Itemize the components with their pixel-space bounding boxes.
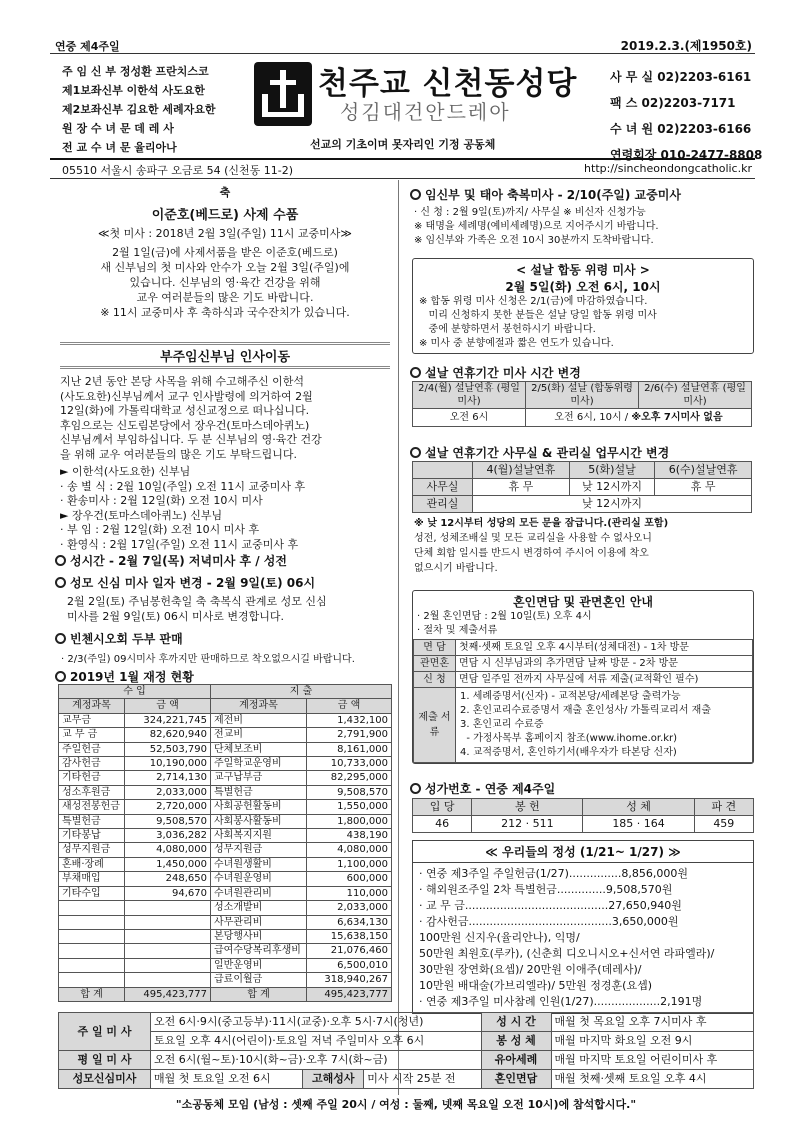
holiday-mass-heading: 설날 연휴기간 미사 시간 변경 [410,364,581,381]
contact-list [610,64,762,168]
transfer-section: 부주임신부님 인사이동 지난 2년 동안 본당 사목을 위해 수고해주신 이한석 (사도요한)신부님께서 교구 인사발령에 의거하여 2월 12일(화)에 가톨릭대학교 성신교정으로 떠나십니다. 후임으로는 신도림본당에서 장우건(토마스데아퀴노) 신부님께서 부임하십니다. 두 분 신부님의 영·육간 건강 을 위해 교우 여러분들의 많은 기도 부탁드립니다. ► 이한석(사도요한) 신부님 · 송 별 식 : 2월 10일(주일) 오전 11시 교중미사 후 · 환송미사 : 2월 12일(화) 오전 10시 미사 ► 장우건(토마스데아퀴노) 신부님 · 부 임 : 2월 12일(화) 오전 10시 미사 후 · 환영식 : 2월 17일(주일) 오전 11시 교중미사 후 [60,342,390,552]
church-motto: 선교의 기초이며 못자리인 기정 공동체 [310,138,496,151]
contact-line: 연령회장 010-2477-8808 [610,148,763,162]
hymns-table: 입 당 봉 헌 성 체 파 견 46 212 · 511 185 · 164 459 [412,798,754,833]
memorial-mass-box: < 설날 합동 위령 미사 > 2월 5일(화) 오전 6시, 10시 ※ 합동 위령 미사 신청은 2/1(금)에 마감하였습니다. 미리 신청하지 못한 분들은 설날 당일 합동 위령 미사 중에 분향하면서 봉헌하시기 바랍니다. ※ 미사 중 분향예절과 짧은 연도가 있습니다. [412,258,754,354]
clergy-line: 원 장 수 녀 문 데 레 사 [62,122,174,135]
church-subtitle: 성김대건안드레아 [340,100,511,124]
finance-row: 성소개발비 2,033,000 [59,901,392,915]
finance-row: 교무금 324,221,745 제전비 1,432,100 [59,713,392,727]
office-hours-table: 4(월)설날연휴 5(화)설날 6(수)설날연휴 사무실 휴 무 낮 12시까지 휴 무 관리실 낮 12시까지 [412,461,752,513]
holy-hour-heading: 성시간 - 2월 7일(목) 저녁미사 후 / 성전 [55,552,287,569]
mass-schedule-table: 주 일 미 사 오전 6시·9시(중고등부)·11시(교중)·오후 5시·7시(청년) 성 시 간 매월 첫 목요일 오후 7시미사 후 토요일 오후 4시(어린이)·토요일 저녁 주일미사 오후 6시 봉 성 체 매월 마지막 화요일 오전 9시 평 일 미 사 오전 6시(월~토)·10시(화~금)·오후 7시(화~금) 유아세례 매월 마지막 토요일 어린이미사 후 성모신심미사 매월 첫 토요일 오전 6시 고해성사 미사 시작 25분 전 혼인면담 매월 첫째·셋째 토요일 오후 4시 [58,1012,754,1089]
finance-row: 성소후원금 2,033,000 특별헌금 9,508,570 [59,785,392,799]
ordination-tag: 축 [219,186,231,199]
finance-table: 수 입 지 출 계정과목 금 액 계정과목 금 액 교무금 324,221,745 제전비 1,432,100 교 무 금 82,620,940 전교비 2,791,900 주일헌금 52,503,790 단체보조비 8,161,000 감사헌금 10,190,000 주일학교운영비 10,733,000 기타헌금 2,714,130 교구납부금 82,295,000 성소후원금 2,033,000 특별헌금 9,508,570 새성전봉헌금 2,720,000 사회공헌활동비 1,550,000 특별헌금 9,508,570 사회봉사활동비 1,800,000 기타봉납 3,036,282 사회복지지원 438,190 성무지원금 4,080,000 성무지원금 4,080,000 혼배·장례 1,450,000 수녀원생활비 1,100,000 부채매입 248,650 수녀원운영비 600,000 기타수입 94,670 수녀원관리비 110,000 성소개발비 2,033,000 사무관리비 6,634,130 본당행사비 15,638,150 급여수당복리후생비 21,076,460 일반운영비 6,500,010 급료이월금 318,940,267 합 계 495,423,777 합 계 495,423,777 [58,684,392,1002]
transfer-title: 부주임신부님 인사이동 [60,342,390,369]
holiday-mass-table: 2/4(월) 설날연휴 (평일미사) 2/5(화) 설날 (합동위령미사) 2/6(수) 설날연휴 (평일미사) 오전 6시 오전 6시, 10시 / ※오후 7시미사 없음 [412,381,752,427]
office-note: ※ 낮 12시부터 성당의 모든 문을 잠급니다.(관리실 포함) 성전, 성체조배실 및 모든 교리실을 사용할 수 없사오니 단체 회합 일시를 반드시 변경하여 주시어 이용에 착오 없으시기 바랍니다. [414,518,669,574]
church-icon [254,62,312,126]
website-link[interactable]: http://sincheondongcatholic.kr [584,162,752,175]
finance-row: 부채매입 248,650 수녀원운영비 600,000 [59,872,392,886]
finance-row: 기타수입 94,670 수녀원관리비 110,000 [59,886,392,900]
finance-row: 혼배·장례 1,450,000 수녀원생활비 1,100,000 [59,857,392,871]
finance-row: 새성전봉헌금 2,720,000 사회공헌활동비 1,550,000 [59,800,392,814]
contact-line: 사 무 실 02)2203-6161 [610,70,752,84]
pregnant-blessing-section: 임신부 및 태아 축복미사 - 2/10(주일) 교중미사 · 신 청 : 2월 9일(토)까지/ 사무실 ※ 비신자 신청가능 ※ 태명을 세례명(예비세례명)으로 지어주시기 바랍니다. ※ 임신부와 가족은 오전 10시 30분까지 도착바랍니다. [410,186,755,248]
finance-heading: 2019년 1월 재정 현황 [55,668,194,685]
finance-row: 기타봉납 3,036,282 사회복지지원 438,190 [59,829,392,843]
marriage-box: 혼인면담 및 관면혼인 안내 · 2월 혼인면담 : 2월 10일(토) 오후 4시 · 절차 및 제출서류 면 담 첫째·셋째 토요일 오후 4시부터(성체대전) - 1차 방문 관면혼 면담 시 신부님과의 추가면담 날짜 방문 - 2차 방문 신 청 면담 일주일 전까지 사무실에 서류 제출(교적확인 필수) 제출 서류 1. 세례증명서(신자) - 교적본당/세례본당 출력가능 2. 혼인교리수료증명서 재출 혼인성사/ 가톨릭교리서 재출 3. 혼인교리 수료증 - 가정사목부 홈페이지 참조(www.ihome.or.kr) 4. 교적증명서, 혼인하기서(배우자가 타본당 신자) [412,590,754,764]
finance-row: 교 무 금 82,620,940 전교비 2,791,900 [59,728,392,742]
contact-line: 수 녀 원 02)2203-6166 [610,122,752,136]
hymns-heading: 성가번호 - 연중 제4주일 [410,780,555,797]
finance-row: 기타헌금 2,714,130 교구납부금 82,295,000 [59,771,392,785]
tofu-section: 빈첸시오회 두부 판매 · 2/3(주일) 09시미사 후까지만 판매하므로 착오없으시길 바랍니다. [55,630,395,665]
church-title: 천주교 신천동성당 [318,66,578,102]
clergy-list [62,62,215,157]
finance-row: 급료이월금 318,940,267 [59,973,392,987]
church-logo [254,62,312,126]
finance-row: 감사헌금 10,190,000 주일학교운영비 10,733,000 [59,757,392,771]
finance-row: 사무관리비 6,634,130 [59,915,392,929]
issue-date: 2019.2.3.(제1950호) [620,39,752,53]
finance-row: 일반운영비 6,500,010 [59,958,392,972]
ordination-title: 이준호(베드로) 사제 수품 [151,208,299,223]
finance-row: 급여수당복리후생비 21,076,460 [59,944,392,958]
clergy-line: 전 교 수 녀 문 율리아나 [62,141,177,154]
clergy-line: 제2보좌신부 김요한 세례자요한 [62,103,216,116]
season-label: 연중 제4주일 [55,40,120,53]
saturday-section: 성모 신심 미사 일자 변경 - 2월 9일(토) 06시 2월 2일(토) 주님봉헌축일 축 축복식 관계로 성모 신심 미사를 2월 9일(토) 06시 미사로 변경합니다. [55,574,395,624]
offering-box: ≪ 우리들의 정성 (1/21~ 1/27) ≫ · 연중 제3주일 주일헌금(1/27)...............8,856,000원 · 해외원조주일 2차 특별헌금..............9,508,570원 · 교 무 금.........................................27,650,940원 · 감사헌금.........................................3,650,000원 100만원 신지우(율리안나), 익명/ 50만원 최원호(루카), (신춘희 디오니시오+신서연 라파엘라)/ 30만원 장연화(요셉)/ 20만원 이애주(데레사)/ 10만원 배대술(가브리엘라)/ 5만원 정경훈(요셉) · 연중 제3주일 미사참례 인원(1/27)...................2,191명 [412,840,754,1014]
ordination-section: 축 이준호(베드로) 사제 수품 ≪첫 미사 : 2018년 2월 3일(주일) 11시 교중미사≫ 2월 1일(금)에 사제서품을 받은 이준호(베드로) 새 신부님의 첫 미사와 안수가 오늘 2월 3일(주일)에 있습니다. 신부님의 영·육간 건강을 위해 교우 여러분들의 많은 기도 바랍니다. ※ 11시 교중미사 후 축하식과 국수잔치가 있습니다. [60,184,390,320]
address: 05510 서울시 송파구 오금로 54 (신천동 11-2) [62,164,294,177]
clergy-line: 주 임 신 부 정성환 프란치스코 [62,65,209,78]
contact-line: 팩 스 02)2203-7171 [610,96,736,110]
office-hours-heading: 설날 연휴기간 사무실 & 관리실 업무시간 변경 [410,444,669,461]
finance-row: 주일헌금 52,503,790 단체보조비 8,161,000 [59,742,392,756]
finance-row: 본당행사비 15,638,150 [59,929,392,943]
finance-row: 성무지원금 4,080,000 성무지원금 4,080,000 [59,843,392,857]
clergy-line: 제1보좌신부 이한석 사도요한 [62,84,205,97]
footer-note: "소공동체 모임 (남성 : 셋째 주일 20시 / 여성 : 둘째, 넷째 목요일 오전 10시)에 참석합시다." [175,1098,637,1111]
first-mass-info: ≪첫 미사 : 2018년 2월 3일(주일) 11시 교중미사≫ [98,227,352,240]
finance-row: 특별헌금 9,508,570 사회봉사활동비 1,800,000 [59,814,392,828]
